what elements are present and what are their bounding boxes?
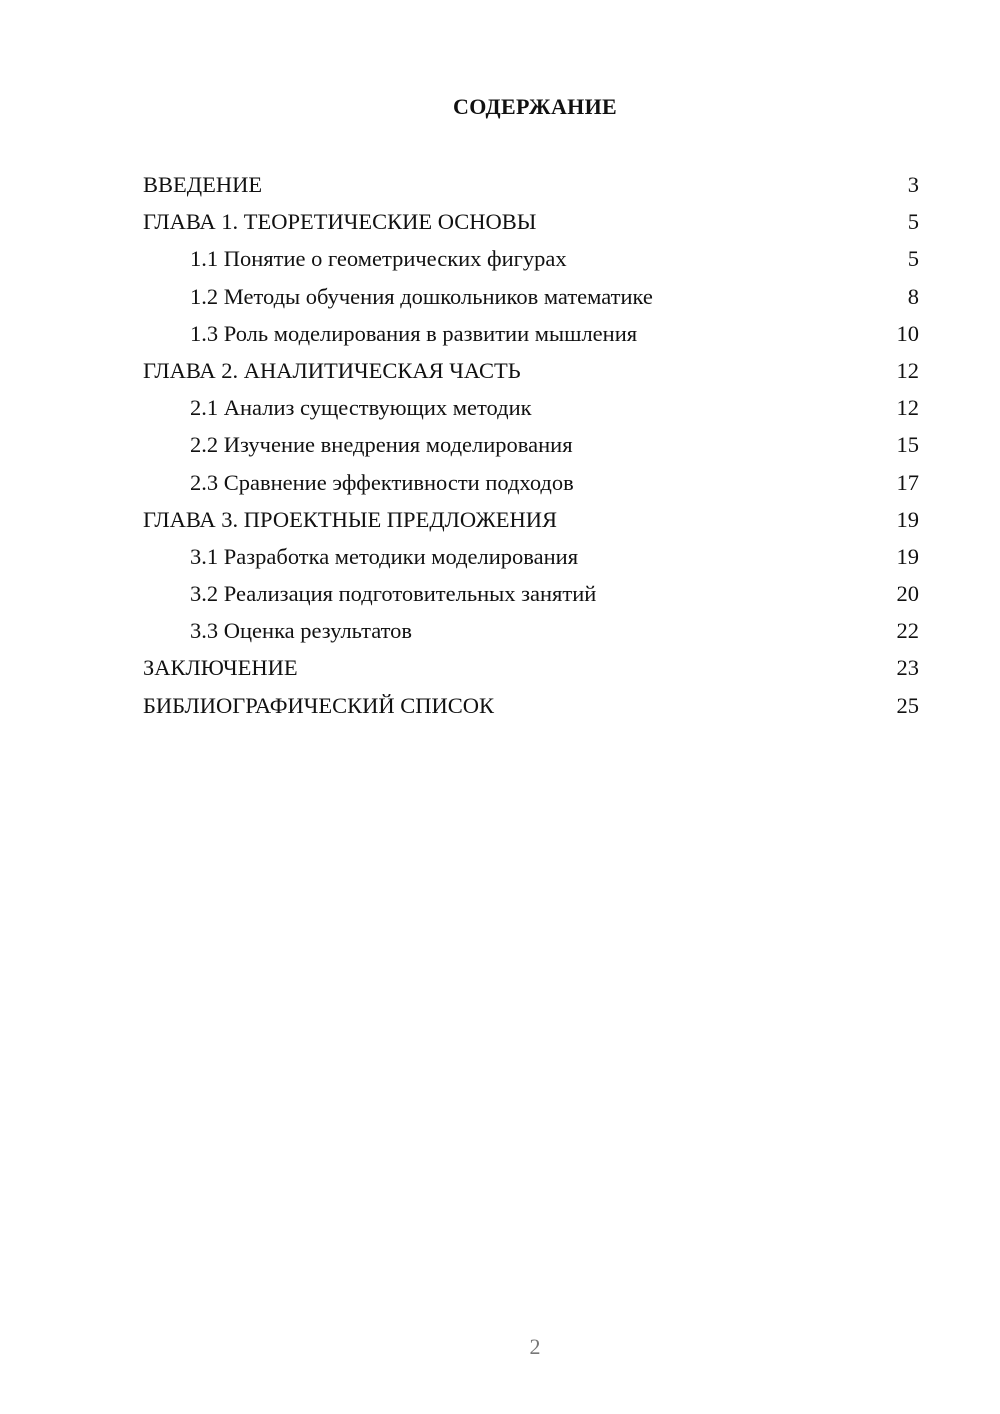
toc-entry-label: ГЛАВА 3. ПРОЕКТНЫЕ ПРЕДЛОЖЕНИЯ	[143, 506, 558, 532]
toc-entry-label: 3.3 Оценка результатов	[190, 618, 413, 644]
toc-entry-label: 1.2 Методы обучения дошкольников математике	[190, 283, 653, 309]
toc-entry	[143, 240, 919, 277]
toc-entry-page: 22	[896, 618, 919, 644]
toc-entry-label: 1.1 Понятие о геометрических фигурах	[190, 246, 567, 272]
toc-entry	[143, 166, 919, 203]
toc-entry	[143, 575, 919, 612]
toc-entry-label: 3.2 Реализация подготовительных занятий	[190, 581, 597, 607]
toc-entry-label: 1.3 Роль моделирования в развитии мышления	[190, 320, 638, 346]
toc-entry	[143, 389, 919, 426]
toc-entry-page: 20	[896, 581, 919, 607]
toc-entry-label: 3.1 Разработка методики моделирования	[190, 543, 579, 569]
toc-entry	[143, 203, 919, 240]
toc-entry	[143, 464, 919, 501]
toc-entry-label: ГЛАВА 1. ТЕОРЕТИЧЕСКИЕ ОСНОВЫ	[143, 209, 537, 235]
toc-entry-page: 19	[896, 506, 919, 532]
toc-entry-label: ЗАКЛЮЧЕНИЕ	[143, 655, 298, 681]
toc-entry-page: 5	[907, 209, 919, 235]
page-title: СОДЕРЖАНИЕ	[453, 94, 617, 119]
toc-entry-page: 12	[896, 395, 919, 421]
toc-entry-label: 2.3 Сравнение эффективности подходов	[190, 469, 574, 495]
toc-entry-page: 17	[896, 469, 919, 495]
toc-entry-label: ВВЕДЕНИЕ	[143, 172, 263, 197]
toc-entry	[143, 501, 919, 538]
toc-entry-label: 2.1 Анализ существующих методик	[190, 395, 532, 421]
toc-entry-page: 15	[896, 432, 919, 458]
toc-entry	[143, 612, 919, 649]
toc-entry	[143, 426, 919, 463]
page-number: 2	[529, 1334, 541, 1359]
toc-entry	[143, 352, 919, 389]
toc-entry-page: 5	[907, 246, 919, 272]
toc-entry-page: 19	[896, 543, 919, 569]
toc-entry-page: 3	[907, 172, 919, 197]
table-of-contents	[143, 166, 919, 724]
toc-entry-label: 2.2 Изучение внедрения моделирования	[190, 432, 573, 458]
toc-entry-page: 8	[907, 283, 919, 309]
toc-entry-page: 25	[896, 692, 919, 718]
toc-entry	[143, 687, 919, 724]
toc-entry-page: 12	[896, 357, 919, 383]
toc-entry-page: 23	[896, 655, 919, 681]
toc-entry-page: 10	[896, 320, 919, 346]
toc-entry	[143, 315, 919, 352]
toc-entry-label: ГЛАВА 2. АНАЛИТИЧЕСКАЯ ЧАСТЬ	[143, 357, 521, 383]
toc-entry	[143, 278, 919, 315]
toc-entry	[143, 538, 919, 575]
toc-entry	[143, 649, 919, 686]
toc-entry-label: БИБЛИОГРАФИЧЕСКИЙ СПИСОК	[143, 692, 495, 718]
